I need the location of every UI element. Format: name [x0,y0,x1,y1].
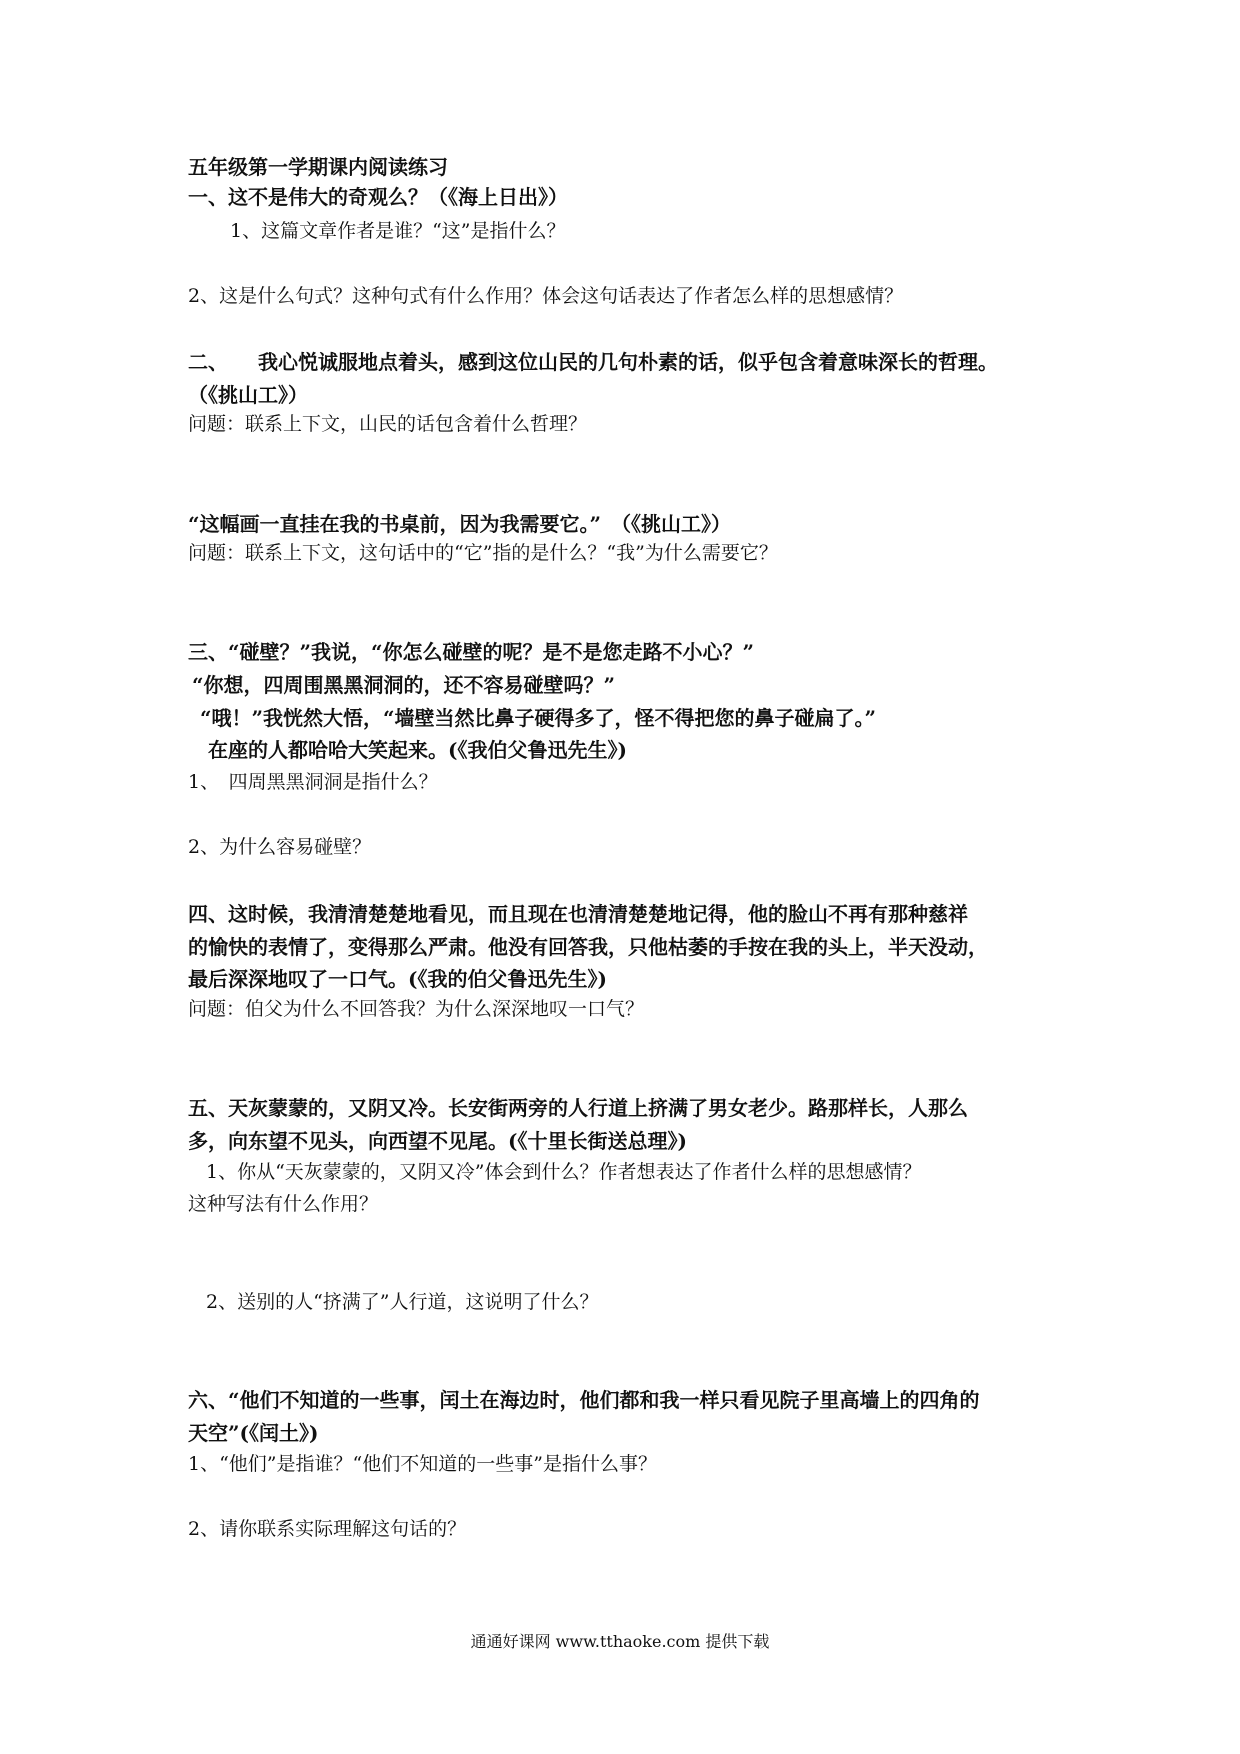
section-3-line-2: “你想，四周围黑黑洞洞的，还不容易碰壁吗？” [192,673,616,697]
section-2-passage-2: “这幅画一直挂在我的书桌前，因为我需要它。” （《挑山工》） [188,512,732,536]
section-2-question-2: 问题：联系上下文，这句话中的“它”指的是什么？“我”为什么需要它？ [188,542,778,564]
section-3-line-1: 三、“碰壁？”我说，“你怎么碰壁的呢？是不是您走路不小心？” [188,640,755,664]
page-footer: 通通好课网 www.tthaoke.com 提供下载 [470,1632,770,1651]
section-5-line-1: 五、天灰蒙蒙的，又阴又冷。长安街两旁的人行道上挤满了男女老少。路那样长，人那么 [188,1096,968,1120]
section-3-question-2: 2、为什么容易碰壁？ [188,836,372,858]
section-3-line-4: 在座的人都哈哈大笑起来。(《我伯父鲁迅先生》) [208,738,627,762]
section-1-question-2: 2、这是什么句式？这种句式有什么作用？体会这句话表达了作者怎么样的思想感情？ [188,285,904,307]
worksheet-title: 五年级第一学期课内阅读练习 [188,155,448,179]
section-4-question: 问题：伯父为什么不回答我？为什么深深地叹一口气？ [188,998,645,1020]
section-5-question-1-line-2: 这种写法有什么作用？ [188,1193,379,1215]
section-5-question-2: 2、送别的人“挤满了”人行道，这说明了什么？ [206,1291,599,1313]
section-2-passage-1-line-2: （《挑山工》） [188,383,308,407]
section-6-question-2: 2、请你联系实际理解这句话的？ [188,1518,467,1540]
section-4-line-3: 最后深深地叹了一口气。(《我的伯父鲁迅先生》) [188,967,607,991]
section-2-question-1: 问题：联系上下文，山民的话包含着什么哲理？ [188,413,588,435]
section-4-line-1: 四、这时候，我清清楚楚地看见，而且现在也清清楚楚地记得，他的脸山不再有那种慈祥 [188,902,968,926]
section-5-question-1-line-1: 1、你从“天灰蒙蒙的，又阴又冷”体会到什么？作者想表达了作者什么样的思想感情？ [206,1161,922,1183]
section-1-question-1: 1、这篇文章作者是谁？“这”是指什么？ [230,220,566,242]
section-5-line-2: 多，向东望不见头，向西望不见尾。(《十里长街送总理》) [188,1129,687,1153]
section-3-question-1: 1、 四周黑黑洞洞是指什么？ [188,771,438,793]
section-3-line-3: “哦！”我恍然大悟，“墙壁当然比鼻子硬得多了，怪不得把您的鼻子碰扁了。” [200,706,877,730]
section-6-line-1: 六、“他们不知道的一些事，闰土在海边时，他们都和我一样只看见院子里高墙上的四角的 [188,1388,980,1412]
section-2-passage-1-line-1: 二、 我心悦诚服地点着头，感到这位山民的几句朴素的话，似乎包含着意味深长的哲理。 [188,350,998,374]
section-6-line-2: 天空”(《闰土》) [188,1421,319,1445]
section-6-question-1: 1、“他们”是指谁？“他们不知道的一些事”是指什么事？ [188,1453,657,1475]
section-4-line-2: 的愉快的表情了，变得那么严肃。他没有回答我，只他枯萎的手按在我的头上，半天没动， [188,935,988,959]
section-1-heading: 一、这不是伟大的奇观么？（《海上日出》） [188,185,568,209]
